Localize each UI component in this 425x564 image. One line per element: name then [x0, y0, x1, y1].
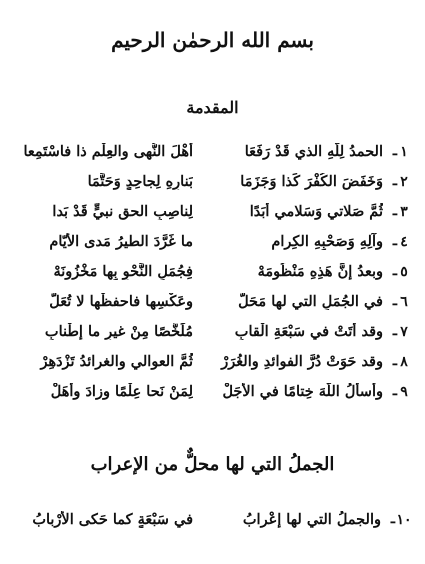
verse-dash: ـ	[392, 263, 397, 279]
verse-first-hemistich: والجملُ التي لها إِعْرابُ	[242, 511, 381, 528]
verse-second-hemistich: وعَكْسِها فاحفظْها لا تُعَلُّ	[49, 293, 193, 310]
verse-first-hemistich: في الجُمَلِ التي لها مَحَلُّ	[238, 293, 383, 310]
verse-second-hemistich: ثُمَّ العوالي والغرائدُ تَزْدَهِرْ	[40, 353, 193, 370]
verse-dash: ـ	[390, 511, 395, 527]
verse-dash: ـ	[392, 323, 397, 339]
verse-dash: ـ	[392, 143, 397, 159]
verse-dash: ـ	[392, 203, 397, 219]
verse-second-hemistich: ما غَرَّدَ الطيرُ مَدى الأيّامِ	[49, 233, 193, 250]
verse-row	[0, 140, 425, 170]
verse-first-hemistich: وقد أَتَتْ في سَبْعَةِ الْقابِ	[234, 323, 383, 340]
verse-row	[0, 350, 425, 380]
verse-number: ٤	[400, 234, 408, 250]
verse-second-hemistich: بَنارِهِ لِجاحِدٍ وَحَتَّمَا	[87, 173, 193, 190]
verse-number: ٦	[400, 294, 408, 310]
verse-number: ٥	[400, 264, 408, 280]
verse-first-hemistich: وآلِهِ وَصَحْبِهِ الكِرامِ	[271, 233, 383, 250]
verse-row	[0, 170, 425, 200]
verse-row	[0, 290, 425, 320]
verse-second-hemistich: في سَبْعَةٍ كما حَكى الأَرْبابُ	[32, 511, 193, 528]
verse-row	[0, 200, 425, 230]
verse-first-hemistich: الحمدُ لِلّهِ الذي قَدْ رَفَعَا	[244, 143, 383, 160]
basmala-heading: بسم الله الرحمٰن الرحيم	[111, 28, 314, 52]
verse-first-hemistich: وَخَفَضَ الكُفْرَ كَذا وَجَزَمَا	[240, 173, 383, 190]
verse-dash: ـ	[392, 383, 397, 399]
verse-first-hemistich: وبعدُ إنَّ هَذِهِ مَنْظُومَهْ	[257, 263, 383, 280]
subheading: الجملُ التي لها محلٌّ من الإعراب	[90, 454, 335, 475]
verse-first-hemistich: وقد حَوَتْ دُرَّ الفوائدِ والغُرَرْ	[221, 353, 383, 370]
verse-row	[0, 260, 425, 290]
verse-row	[0, 230, 425, 260]
verse-row	[0, 320, 425, 350]
verse-second-hemistich: لِناصِبِ الحقِ نبيٍّ قَدْ بَدا	[52, 203, 193, 220]
verse-number: ٣	[400, 204, 408, 220]
verse-first-hemistich: ثُمَّ صَلاتي وَسَلامي أَبَدًا	[249, 203, 383, 220]
verse-dash: ـ	[392, 233, 397, 249]
verse-row	[0, 380, 425, 410]
verse-number: ٧	[400, 324, 408, 340]
verse-number: ١	[400, 144, 408, 160]
verse-number: ٢	[400, 174, 408, 190]
verse-number: ١٠	[396, 512, 412, 528]
verse-dash: ـ	[392, 293, 397, 309]
verse-list	[0, 140, 425, 410]
section-title: المقدمة	[186, 98, 239, 117]
verse-second-hemistich: مُلَخَّصًا مِنْ غيرِ ما إِطْنابِ	[44, 323, 193, 340]
verse-second-hemistich: لِمَنْ نَحا عِلْمًا وزادَ وأهَلْ	[50, 383, 193, 400]
verse-second-hemistich: أَهْلَ النُّهى والعِلْمِ ذا فاسْتَمِعا	[23, 143, 193, 160]
verse-row	[0, 508, 425, 538]
verse-dash: ـ	[392, 173, 397, 189]
verse-number: ٨	[400, 354, 408, 370]
verse-dash: ـ	[392, 353, 397, 369]
verse-second-hemistich: فِجُمَلِ النَّحْوِ بِها مَخْزُونَهْ	[53, 263, 193, 280]
verse-first-hemistich: وأسألُ اللّهَ خِتامًا في الأَجَلْ	[222, 383, 383, 400]
verse-number: ٩	[400, 384, 408, 400]
